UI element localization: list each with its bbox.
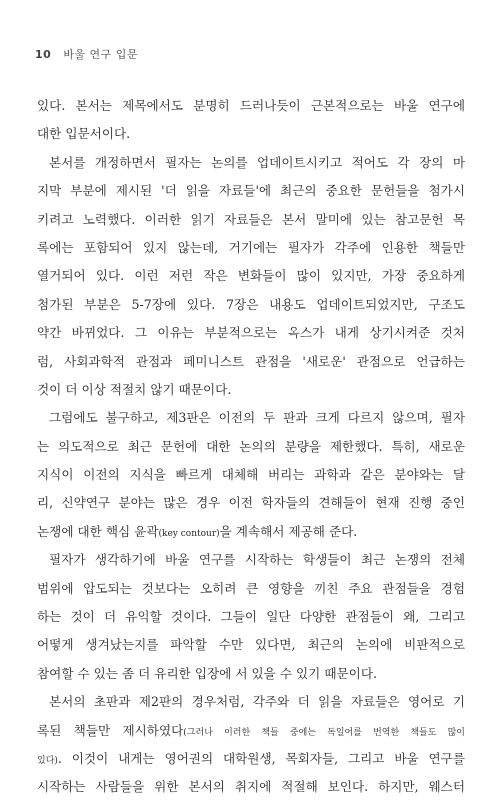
text-line: 필자가 생각하기에 바울 연구를 시작하는 학생들이 최근 논쟁의 전체 (49, 552, 465, 568)
text-run: 을 계속해서 제공해 준다. (219, 523, 358, 539)
text-run: . 이것이 내게는 영어권의 대학원생, 목회자들, 그리고 바울 연구를 (57, 750, 465, 766)
text-line: 리, 신약연구 분야는 많은 경우 이전 학자들의 견해들이 현재 진행 중인 (37, 495, 465, 511)
text-line: 지막 부분에 제시된 '더 읽을 자료들'에 최근의 중요한 문헌들을 첨가시 (37, 183, 465, 199)
running-header (35, 46, 138, 62)
english-gloss: (key contour) (158, 528, 220, 539)
text-line (37, 717, 465, 745)
text-line: 것이 더 이상 적절치 않기 때문이다. (37, 381, 232, 397)
text-line: 시작하는 사람들을 위한 본서의 취지에 적절해 보인다. 하지만, 웨스터 (37, 779, 465, 795)
body-text (37, 92, 465, 802)
paragraph (37, 404, 465, 546)
paragraph (37, 546, 465, 688)
text-line: 키려고 노력했다. 이러한 읽기 자료들은 본서 말미에 있는 참고문헌 목 (37, 211, 465, 227)
paragraph (37, 688, 465, 802)
paragraph (37, 92, 465, 149)
text-line: 대한 입문서이다. (37, 126, 131, 142)
text-line: 지식이 이전의 지식을 빠르게 대체해 버리는 과학과 같은 분야와는 달 (37, 467, 465, 483)
text-line: 범위에 압도되는 것보다는 오히려 큰 영향을 끼친 주요 관점들을 경험 (37, 580, 465, 596)
text-line: 럼, 사회과학적 관점과 페미니스트 관점을 '새로운' 관점으로 언급하는 (37, 353, 465, 369)
text-line: 록에는 포함되어 있지 않는데, 거기에는 필자가 각주에 인용한 책들만 (37, 239, 465, 255)
text-line: 는 의도적으로 최근 문헌에 대한 논의의 분량을 제한했다. 특히, 새로운 (37, 438, 465, 454)
text-line: 그럼에도 불구하고, 제3판은 이전의 두 판과 크게 다르지 않으며, 필자 (49, 410, 465, 426)
text-line: 어떻게 생겨났는지를 파악할 수만 있다면, 최근의 논의에 비판적으로 (37, 637, 465, 653)
text-line: 첨가된 부분은 5-7장에 있다. 7장은 내용도 업데이트되었지만, 구조도 (37, 296, 465, 312)
parenthetical-note: 있다) (37, 755, 58, 766)
text-run: 록된 책들만 제시하였다 (37, 722, 184, 738)
text-line: 있다. 본서는 제목에서도 분명히 드러나듯이 근본적으로는 바울 연구에 (37, 98, 465, 113)
text-run: 논쟁에 대한 핵심 윤곽 (37, 523, 159, 539)
text-line (37, 518, 465, 546)
text-line: 약간 바뀌었다. 그 이유는 부분적으로는 옥스가 내게 상기시켜준 것처 (37, 325, 465, 341)
parenthetical-note: (그러나 이러한 책들 중에는 독일어를 번역한 책들도 많이 (183, 727, 465, 738)
text-line: 본서의 초판과 제2판의 경우처럼, 각주와 더 읽을 자료들은 영어로 기 (49, 694, 465, 710)
text-line: 하는 것이 더 유익할 것이다. 그들이 일단 다양한 관점들이 왜, 그리고 (37, 609, 465, 625)
text-line: 열거되어 있다. 이런 저런 작은 변화들이 많이 있지만, 가장 중요하게 (37, 268, 465, 284)
paragraph (37, 149, 465, 405)
text-line (37, 745, 465, 773)
text-line: 참여할 수 있는 좀 더 유리한 입장에 서 있을 수 있기 때문이다. (37, 665, 378, 681)
page-number: 10 (35, 48, 52, 61)
text-line: 본서를 개정하면서 필자는 논의를 업데이트시키고 적어도 각 장의 마 (49, 154, 465, 170)
book-title: 바울 연구 입문 (63, 48, 139, 61)
